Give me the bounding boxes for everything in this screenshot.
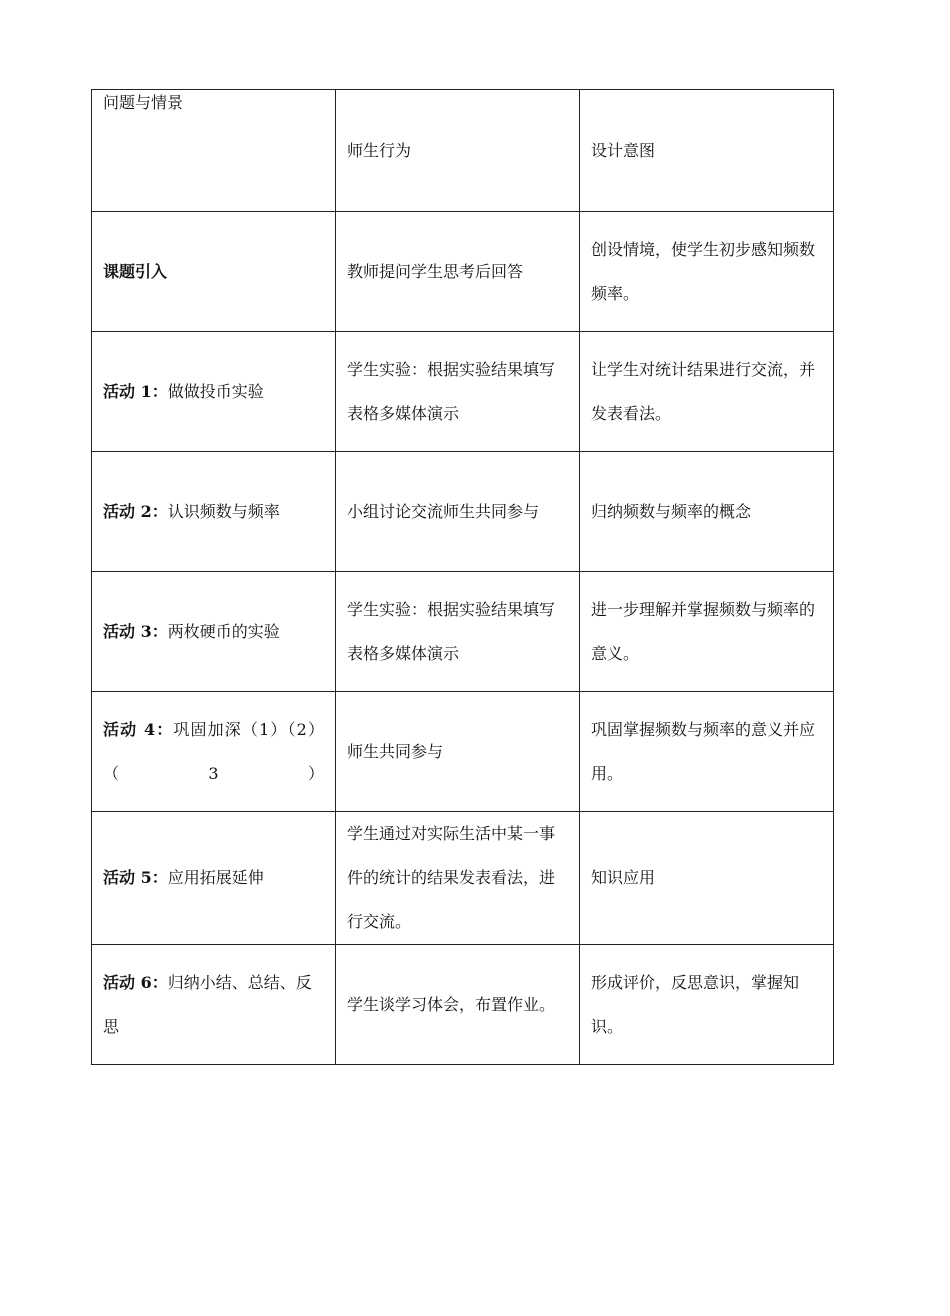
lesson-plan-table (91, 89, 834, 1065)
behavior-cell: 学生实验：根据实验结果填写表格多媒体演示 (336, 332, 580, 452)
header-design-intent: 设计意图 (580, 90, 834, 212)
row-label-cell (92, 812, 336, 945)
row-label-cell (92, 452, 336, 572)
table-row (92, 572, 834, 692)
row-label: 活动 2： (103, 501, 168, 521)
row-detail: 做做投币实验 (167, 381, 264, 401)
row-label: 活动 1： (103, 381, 168, 401)
row-label: 活动 5： (103, 868, 168, 887)
intent-cell: 巩固掌握频数与频率的意义并应用。 (580, 692, 834, 812)
behavior-cell: 教师提问学生思考后回答 (336, 212, 580, 332)
intent-cell: 进一步理解并掌握频数与频率的意义。 (580, 572, 834, 692)
table-row (92, 692, 834, 812)
table-row (92, 945, 834, 1065)
intent-cell: 知识应用 (580, 812, 834, 945)
behavior-cell: 学生谈学习体会，布置作业。 (336, 945, 580, 1065)
header-question-scenario: 问题与情景 (92, 90, 336, 212)
behavior-cell: 学生实验：根据实验结果填写表格多媒体演示 (336, 572, 580, 692)
row-label: 课题引入 (103, 261, 168, 281)
row-label: 活动 4： (103, 719, 174, 739)
behavior-cell: 学生通过对实际生活中某一事件的统计的结果发表看法，进行交流。 (336, 812, 580, 945)
row-label-cell (92, 332, 336, 452)
table-header-row (92, 90, 834, 212)
row-label: 活动 3： (103, 621, 168, 641)
table-row (92, 452, 834, 572)
row-label-cell (92, 572, 336, 692)
header-teacher-student-behavior: 师生行为 (336, 90, 580, 212)
table-row (92, 812, 834, 945)
row-detail: 应用拓展延伸 (167, 868, 264, 887)
row-label-cell (92, 945, 336, 1065)
row-detail: 两枚硬币的实验 (167, 621, 280, 641)
row-label: 活动 6： (103, 972, 168, 992)
intent-cell: 形成评价，反思意识，掌握知识。 (580, 945, 834, 1065)
intent-cell: 归纳频数与频率的概念 (580, 452, 834, 572)
table-row (92, 212, 834, 332)
row-detail: 认识频数与频率 (167, 501, 280, 521)
behavior-cell: 师生共同参与 (336, 692, 580, 812)
intent-cell: 让学生对统计结果进行交流，并发表看法。 (580, 332, 834, 452)
row-detail: 归纳小结、总结、反思 (103, 972, 312, 1036)
row-detail: 巩固加深（1）（2）（3） (103, 719, 324, 783)
row-label-cell (92, 692, 336, 812)
intent-cell: 创设情境，使学生初步感知频数频率。 (580, 212, 834, 332)
behavior-cell: 小组讨论交流师生共同参与 (336, 452, 580, 572)
table-row (92, 332, 834, 452)
row-label-cell (92, 212, 336, 332)
